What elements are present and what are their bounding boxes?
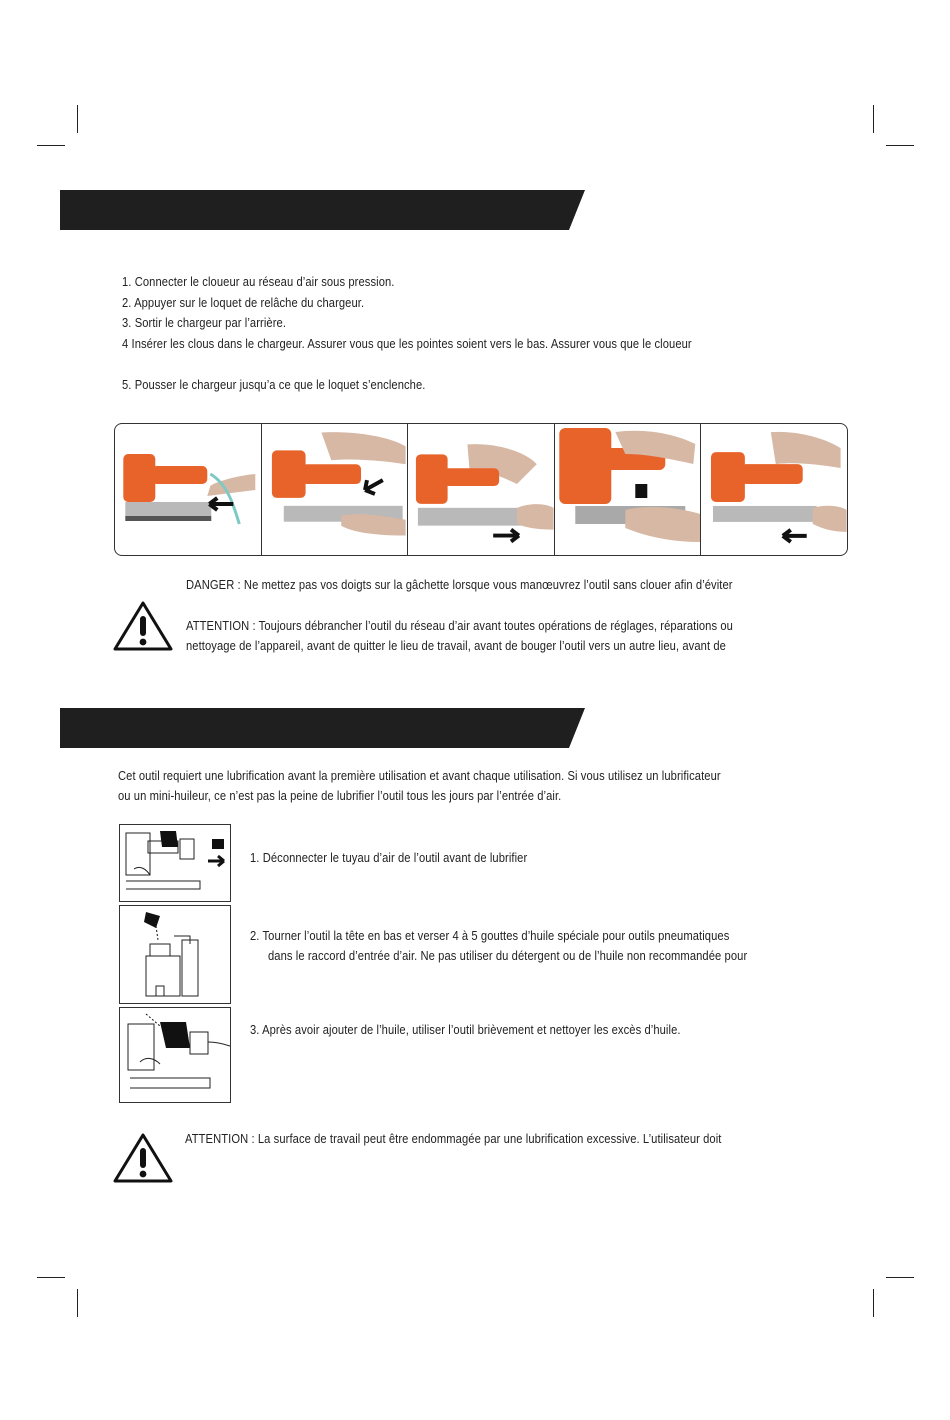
- lubrication-intro: ou un mini-huileur, ce n’est pas la peine de lubrifier l’outil tous les jours par l’entrée d’air.: [118, 788, 562, 803]
- crop-mark: [37, 1277, 65, 1278]
- nailer-photo: [555, 424, 701, 555]
- tool-line-drawing: [120, 1008, 230, 1102]
- crop-mark: [873, 105, 874, 133]
- attention-warning-text: nettoyage de l’appareil, avant de quitter le lieu de travail, avant de bouger l’outil vers un autre lieu, avant de: [186, 638, 726, 653]
- crop-mark: [873, 1289, 874, 1317]
- photo-insert-nails: [555, 424, 702, 555]
- crop-mark: [886, 1277, 914, 1278]
- photo-press-latch: [262, 424, 409, 555]
- load-step: 2. Appuyer sur le loquet de relâche du chargeur.: [122, 294, 365, 310]
- diagram-test-fire: [119, 1007, 231, 1103]
- diagram-add-oil: [119, 905, 231, 1004]
- crop-mark: [77, 105, 78, 133]
- crop-mark: [37, 145, 65, 146]
- load-step: 3. Sortir le chargeur par l’arrière.: [122, 315, 287, 330]
- lube-step-2: dans le raccord d’entrée d’air. Ne pas utiliser du détergent ou de l’huile non recommandée pour: [268, 948, 748, 963]
- load-steps-list: [122, 272, 692, 395]
- lubrication-intro: Cet outil requiert une lubrification avant la première utilisation et avant chaque utilisation. Si vous utilisez un lubrificateur: [118, 768, 721, 783]
- loading-photo-strip: [114, 423, 848, 556]
- section-banner-load: [60, 190, 585, 230]
- photo-slide-magazine: [408, 424, 555, 555]
- lube-step-3: 3. Après avoir ajouter de l’huile, utiliser l’outil brièvement et nettoyer les excès d’huile.: [250, 1022, 681, 1037]
- lube-step-1: 1. Déconnecter le tuyau d’air de l’outil avant de lubrifier: [250, 850, 528, 865]
- lubrication-attention-text: ATTENTION : La surface de travail peut être endommagée par une lubrification excessive. L’utilisateur doit: [185, 1131, 722, 1146]
- crop-mark: [77, 1289, 78, 1317]
- crop-mark: [886, 145, 914, 146]
- load-step: 4 Insérer les clous dans le chargeur. Assurer vous que les pointes soient vers le bas. Assurer vous que le cloueur: [122, 335, 692, 351]
- load-step: 1. Connecter le cloueur au réseau d’air sous pression.: [122, 274, 395, 289]
- nailer-photo: [408, 424, 554, 555]
- danger-warning-text: DANGER : Ne mettez pas vos doigts sur la gâchette lorsque vous manœuvrez l’outil sans clouer afin d’éviter: [186, 577, 733, 592]
- lube-step-2: 2. Tourner l’outil la tête en bas et verser 4 à 5 gouttes d’huile spéciale pour outils pneumatiques: [250, 928, 730, 943]
- load-step: [122, 354, 692, 375]
- warning-triangle-icon: [112, 600, 174, 652]
- nailer-photo: [115, 424, 261, 555]
- warning-triangle-icon: [112, 1132, 174, 1184]
- load-step: 5. Pousser le chargeur jusqu’a ce que le loquet s’enclenche.: [122, 376, 426, 392]
- diagram-disconnect-hose: [119, 824, 231, 902]
- section-banner-lubrication: [60, 708, 585, 748]
- tool-line-drawing: [120, 906, 230, 1003]
- nailer-photo: [262, 424, 408, 555]
- tool-line-drawing: [120, 825, 230, 901]
- nailer-photo: [701, 424, 847, 555]
- photo-push-magazine: [701, 424, 847, 555]
- attention-warning-text: ATTENTION : Toujours débrancher l’outil du réseau d’air avant toutes opérations de réglages, réparations ou: [186, 618, 733, 633]
- photo-connect-air: [115, 424, 262, 555]
